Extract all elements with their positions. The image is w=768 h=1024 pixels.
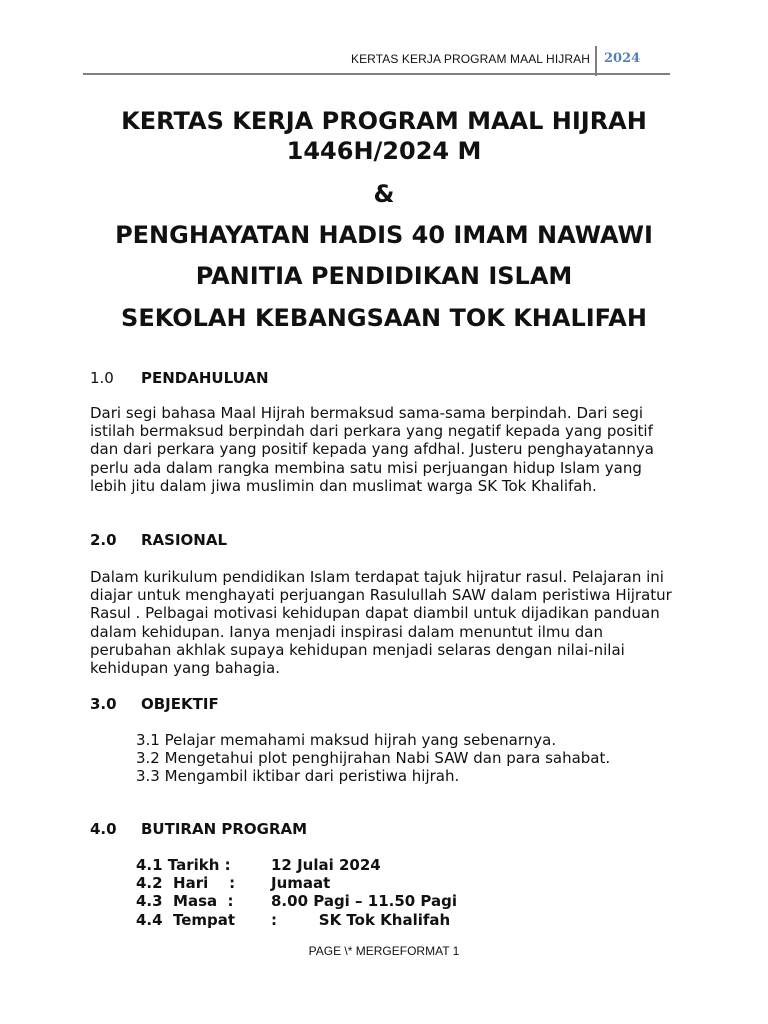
section-heading-butiran-program — [90, 820, 307, 838]
section-number: 4.0 — [90, 820, 117, 838]
detail-label: 4.4 Tempat — [136, 910, 236, 929]
detail-value: 8.00 Pagi – 11.50 Pagi — [271, 892, 458, 911]
document-title-line-5: PANITIA PENDIDIKAN ISLAM — [195, 262, 573, 290]
paragraph-line: perlu ada dalam rangka membina satu misi perjuangan hidup Islam yang — [90, 458, 642, 477]
paragraph-line: istilah bermaksud berpindah dari perkara yang negatif kepada yang positif — [90, 422, 653, 441]
header-rule — [83, 73, 670, 75]
detail-value: : SK Tok Khalifah — [271, 910, 451, 929]
detail-label: 4.2 Hari : — [136, 874, 236, 893]
document-title-line-2: 1446H/2024 M — [286, 137, 482, 165]
list-item: 3.3 Mengambil iktibar dari peristiwa hijrah. — [136, 767, 460, 786]
paragraph-pendahuluan — [90, 404, 690, 495]
section-number: 1.0 — [90, 369, 114, 387]
section-title: RASIONAL — [141, 531, 228, 549]
paragraph-line: dan dari perkara yang positif kepada yang afdhal. Justeru penghayatannya — [90, 440, 654, 459]
paragraph-line: diajar untuk menghayati perjuangan Rasulullah SAW dalam peristiwa Hijratur — [90, 586, 672, 605]
list-item: 3.2 Mengetahui plot penghijrahan Nabi SAW dan para sahabat. — [136, 749, 611, 768]
page-footer-field: PAGE \* MERGEFORMAT 1 — [308, 944, 460, 958]
detail-label: 4.3 Masa : — [136, 892, 234, 911]
section-heading-objektif — [90, 695, 219, 713]
paragraph-line: kehidupan yang bahagia. — [90, 658, 280, 677]
paragraph-line: lebih jitu dalam jiwa muslimin dan muslimat warga SK Tok Khalifah. — [90, 476, 597, 495]
running-header-title: KERTAS KERJA PROGRAM MAAL HIJRAH — [350, 52, 590, 66]
paragraph-line: perubahan akhlak supaya kehidupan menjadi selaras dengan nilai-nilai — [90, 640, 625, 659]
paragraph-line: Dalam kurikulum pendidikan Islam terdapat tajuk hijratur rasul. Pelajaran ini — [90, 568, 664, 586]
section-heading-rasional — [90, 531, 227, 549]
section-title: OBJEKTIF — [141, 695, 219, 713]
paragraph-rasional — [90, 568, 690, 677]
document-title-line-4: PENGHAYATAN HADIS 40 IMAM NAWAWI — [115, 221, 653, 249]
section-title: BUTIRAN PROGRAM — [141, 820, 308, 838]
section-title: PENDAHULUAN — [141, 369, 269, 387]
list-item: 3.1 Pelajar memahami maksud hijrah yang sebenarnya. — [136, 731, 557, 749]
objective-list — [136, 731, 610, 786]
document-title-line-1: KERTAS KERJA PROGRAM MAAL HIJRAH — [121, 107, 647, 135]
running-header-year: 2024 — [604, 51, 641, 66]
section-number: 3.0 — [90, 695, 117, 713]
section-number: 2.0 — [90, 531, 117, 549]
section-heading-pendahuluan — [90, 369, 269, 387]
paragraph-line: dalam kehidupan. Ianya menjadi inspirasi dalam menuntut ilmu dan — [90, 622, 603, 641]
paragraph-line: Rasul . Pelbagai motivasi kehidupan dapat diambil untuk dijadikan panduan — [90, 604, 660, 623]
document-title-ampersand: & — [373, 180, 395, 208]
document-title-line-6: SEKOLAH KEBANGSAAN TOK KHALIFAH — [121, 304, 647, 332]
header-divider — [595, 46, 597, 76]
detail-label: 4.1 Tarikh : — [136, 856, 231, 874]
detail-value: 12 Julai 2024 — [271, 856, 381, 874]
detail-value: Jumaat — [271, 874, 331, 893]
paragraph-line: Dari segi bahasa Maal Hijrah bermaksud sama-sama berpindah. Dari segi — [90, 404, 644, 422]
